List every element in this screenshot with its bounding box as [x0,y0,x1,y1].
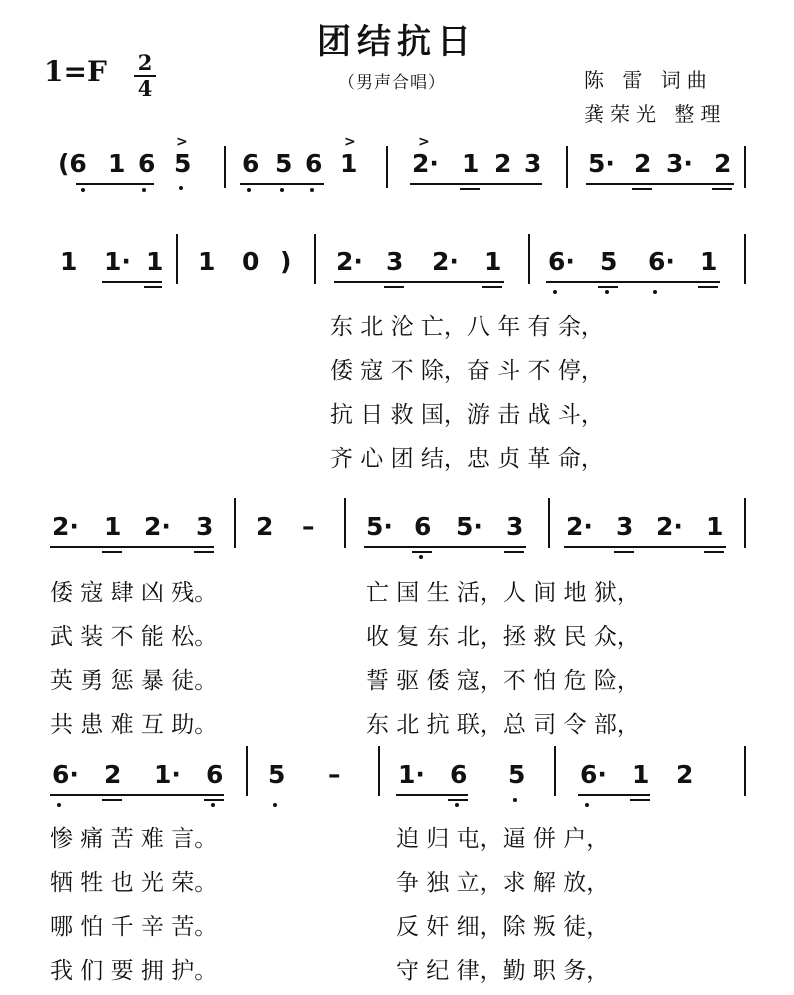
note: 0 [242,247,260,276]
song-title: 团结抗日 [317,22,477,62]
note: 5 [275,149,293,178]
note: 6 [305,149,323,178]
lyric-line: 齐 心 团 结，忠 贞 革 命， [330,446,604,472]
beam-line [144,286,162,288]
note: 6· [648,247,675,276]
bar-line [566,146,568,188]
note: 6· [52,760,79,789]
note: 1· [104,247,131,276]
note: 3 [386,247,404,276]
meter-bottom: 4 [137,76,153,101]
low-octave-dot [419,555,423,559]
note: 5· [588,149,615,178]
note: 2 [714,149,732,178]
bar-line [246,746,248,796]
beam-line [410,183,542,185]
beam-line [76,183,154,185]
note: 3 [616,512,634,541]
accent-mark: > [176,134,188,150]
beam-line [482,286,502,288]
bar-line [744,234,746,284]
lyric-line: 倭 寇 不 除，奋 斗 不 停， [330,358,604,384]
low-octave-dot [605,290,609,294]
low-octave-dot [310,188,314,192]
bar-line [744,498,746,548]
beam-line [412,551,432,553]
beam-line [712,188,732,190]
lyric-line: 收 复 东 北，拯 救 民 众， [366,624,640,650]
lyric-line: 哪 怕 千 辛 苦。 [50,914,218,940]
lyric-line: 抗 日 救 国，游 击 战 斗， [330,402,604,428]
low-octave-dot [247,188,251,192]
lyric-line: 反 奸 细，除 叛 徒， [396,914,610,940]
note: 3· [666,149,693,178]
note: – [328,760,341,789]
note: 2· [336,247,363,276]
bar-line [378,746,380,796]
subtitle: （男声合唱） [338,73,446,93]
note: 5 [508,760,526,789]
beam-line [384,286,404,288]
beam-line [632,188,652,190]
beam-line [704,551,724,553]
accent-mark: > [344,134,356,150]
bar-line [548,498,550,548]
note: 1 [484,247,502,276]
bar-line [744,746,746,796]
beam-line [564,546,726,548]
low-octave-dot [81,188,85,192]
note: 5· [456,512,483,541]
bar-line [744,146,746,188]
lyric-line: 惨 痛 苦 难 言。 [50,826,218,852]
note: 1 [146,247,164,276]
note: 2 [256,512,274,541]
beam-line [396,794,468,796]
bar-line [234,498,236,548]
low-octave-dot [273,803,277,807]
note: (6 [58,149,87,178]
note: 2 [634,149,652,178]
note: – [302,512,315,541]
low-octave-dot [57,803,61,807]
note: 3 [196,512,214,541]
lyric-line: 牺 牲 也 光 荣。 [50,870,218,896]
beam-line [578,794,650,796]
bar-line [176,234,178,284]
beam-line [102,551,122,553]
beam-line [194,551,214,553]
note: 1 [340,149,358,178]
lyric-line: 迫 归 屯，逼 併 户， [396,826,610,852]
note: 2 [104,760,122,789]
accent-mark: > [418,134,430,150]
note: 2· [432,247,459,276]
note: 3 [524,149,542,178]
note: 1 [706,512,724,541]
note: 6 [450,760,468,789]
note: 6· [580,760,607,789]
beam-line [546,281,720,283]
beam-line [364,546,526,548]
beam-line [614,551,634,553]
note: 5· [366,512,393,541]
note: 1 [104,512,122,541]
beam-line [204,799,224,801]
bar-line [314,234,316,284]
beam-line [50,546,214,548]
low-octave-dot [513,798,517,802]
low-octave-dot [211,803,215,807]
note: 2· [52,512,79,541]
lyric-line: 东 北 抗 联，总 司 令 部， [366,712,640,738]
note: 2 [676,760,694,789]
lyric-line: 倭 寇 肆 凶 残。 [50,580,218,606]
beam-line [334,281,504,283]
low-octave-dot [585,803,589,807]
bar-line [224,146,226,188]
beam-line [102,281,162,283]
bar-line [344,498,346,548]
note: 6 [206,760,224,789]
beam-line [598,286,618,288]
lyric-line: 共 患 难 互 助。 [50,712,218,738]
lyric-line: 守 纪 律，勤 职 务， [396,958,610,984]
lyric-line: 武 装 不 能 松。 [50,624,218,650]
lyric-line: 争 独 立，求 解 放， [396,870,610,896]
note: ) [280,247,292,276]
note: 3 [506,512,524,541]
lyric-line: 誓 驱 倭 寇，不 怕 危 险， [366,668,640,694]
note: 6 [138,149,156,178]
note: 2 [494,149,512,178]
note: 1 [700,247,718,276]
beam-line [240,183,324,185]
low-octave-dot [280,188,284,192]
lyric-line: 我 们 要 拥 护。 [50,958,218,984]
key-signature: 1=F [44,55,107,88]
time-signature [132,52,158,100]
low-octave-dot [142,188,146,192]
note: 2· [144,512,171,541]
lyric-line: 亡 国 生 活，人 间 地 狱， [366,580,640,606]
note: 1· [154,760,181,789]
note: 1 [462,149,480,178]
note: 6· [548,247,575,276]
lyric-line: 东 北 沦 亡，八 年 有 余， [330,314,604,340]
note: 5 [174,149,192,178]
beam-line [504,551,524,553]
note: 6 [414,512,432,541]
beam-line [448,799,468,801]
beam-line [698,286,718,288]
low-octave-dot [553,290,557,294]
note: 1· [398,760,425,789]
note: 6 [242,149,260,178]
beam-line [630,799,650,801]
composer-credit: 陈 雷 词曲 [584,68,713,92]
arranger-credit: 龚荣光 整理 [584,102,727,126]
lyric-line: 英 勇 惩 暴 徒。 [50,668,218,694]
bar-line [386,146,388,188]
low-octave-dot [455,803,459,807]
beam-line [586,183,734,185]
beam-line [50,794,224,796]
beam-line [102,799,122,801]
note: 1 [108,149,126,178]
low-octave-dot [653,290,657,294]
bar-line [528,234,530,284]
meter-top: 2 [137,50,153,75]
note: 1 [632,760,650,789]
low-octave-dot [179,186,183,190]
note: 5 [600,247,618,276]
note: 1 [198,247,216,276]
note: 2· [566,512,593,541]
note: 5 [268,760,286,789]
note: 2· [412,149,439,178]
beam-line [460,188,480,190]
note: 2· [656,512,683,541]
bar-line [554,746,556,796]
note: 1 [60,247,78,276]
